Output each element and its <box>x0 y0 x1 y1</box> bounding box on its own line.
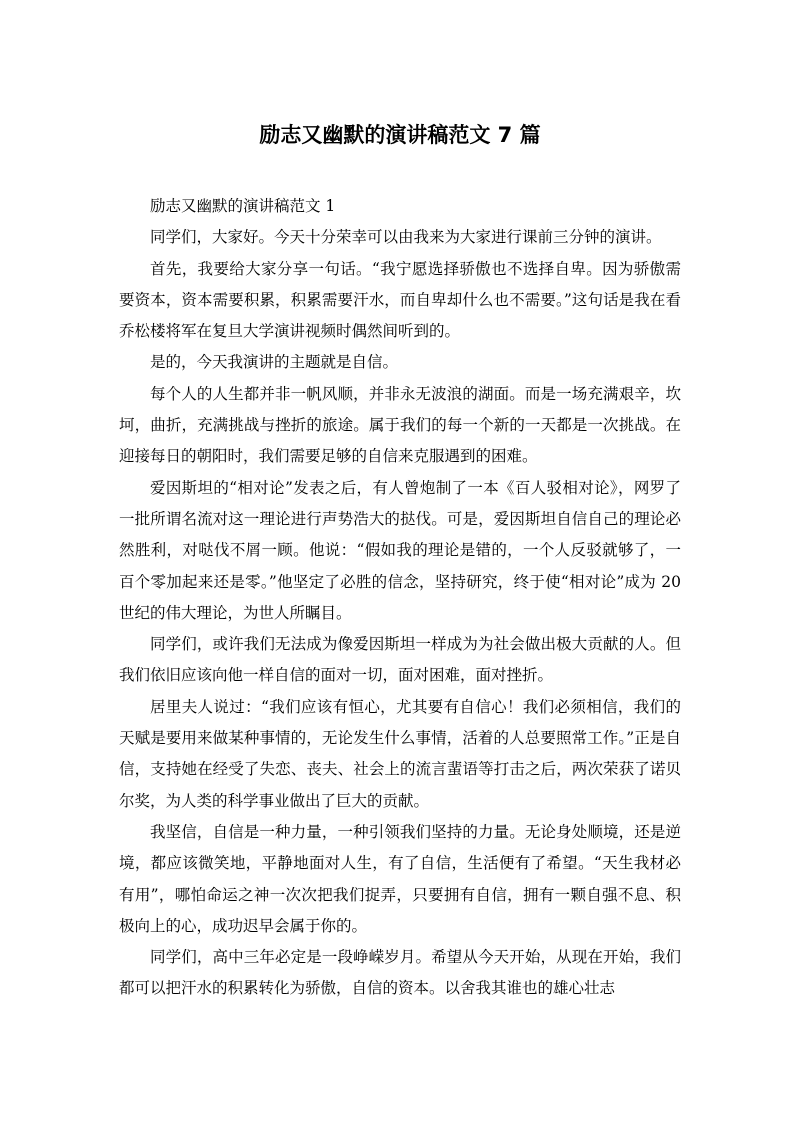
paragraph: 我坚信，自信是一种力量，一种引领我们坚持的力量。无论身处顺境，还是逆境，都应该微笑地，平静地面对人生，有了自信，生活便有了希望。“天生我材必有用”，哪怕命运之神一次次把我们捉弄，只要拥有自信，拥有一颗自强不息、积极向上的心，成功迟早会属于你的。 <box>119 822 681 935</box>
paragraph: 同学们，或许我们无法成为像爱因斯坦一样成为为社会做出极大贡献的人。但我们依旧应该向他一样自信的面对一切，面对困难，面对挫折。 <box>119 635 681 685</box>
paragraph: 每个人的人生都并非一帆风顺，并非永无波浪的湖面。而是一场充满艰辛，坎坷，曲折，充满挑战与挫折的旅途。属于我们的每一个新的一天都是一次挑战。在迎接每日的朝阳时，我们需要足够的自信来克服遇到的困难。 <box>119 384 681 466</box>
paragraph: 爱因斯坦的“相对论”发表之后，有人曾炮制了一本《百人驳相对论》，网罗了一批所谓名流对这一理论进行声势浩大的挞伐。可是，爱因斯坦自信自己的理论必然胜利，对哒伐不屑一顾。他说：“假如我的理论是错的，一个人反驳就够了，一百个零加起来还是零。”他坚定了必胜的信念，坚持研究，终于使“相对论”成为 20 世纪的伟大理论，为世人所瞩目。 <box>119 478 681 622</box>
document-title: 励志又幽默的演讲稿范文 7 篇 <box>259 123 541 147</box>
paragraph: 首先，我要给大家分享一句话。“我宁愿选择骄傲也不选择自卑。因为骄傲需要资本，资本需要积累，积累需要汗水，而自卑却什么也不需要。”这句话是我在看乔松楼将军在复旦大学演讲视频时偶然间听到的。 <box>119 259 681 341</box>
paragraph: 是的，今天我演讲的主题就是自信。 <box>150 353 399 372</box>
paragraph: 同学们，高中三年必定是一段峥嵘岁月。希望从今天开始，从现在开始，我们都可以把汗水的积累转化为骄傲，自信的资本。以舍我其谁也的雄心壮志 <box>119 948 681 998</box>
document-body <box>119 191 681 1005</box>
paragraph: 同学们，大家好。今天十分荣幸可以由我来为大家进行课前三分钟的演讲。 <box>150 228 662 247</box>
paragraph: 居里夫人说过：“我们应该有恒心，尤其要有自信心！我们必须相信，我们的天赋是要用来做某种事情的，无论发生什么事情，活着的人总要照常工作。”正是自信，支持她在经受了失恋、丧夫、社会上的流言蜚语等打击之后，两次荣获了诺贝尔奖，为人类的科学事业做出了巨大的贡献。 <box>119 697 681 810</box>
paragraph-heading: 励志又幽默的演讲稿范文 1 <box>150 197 336 215</box>
